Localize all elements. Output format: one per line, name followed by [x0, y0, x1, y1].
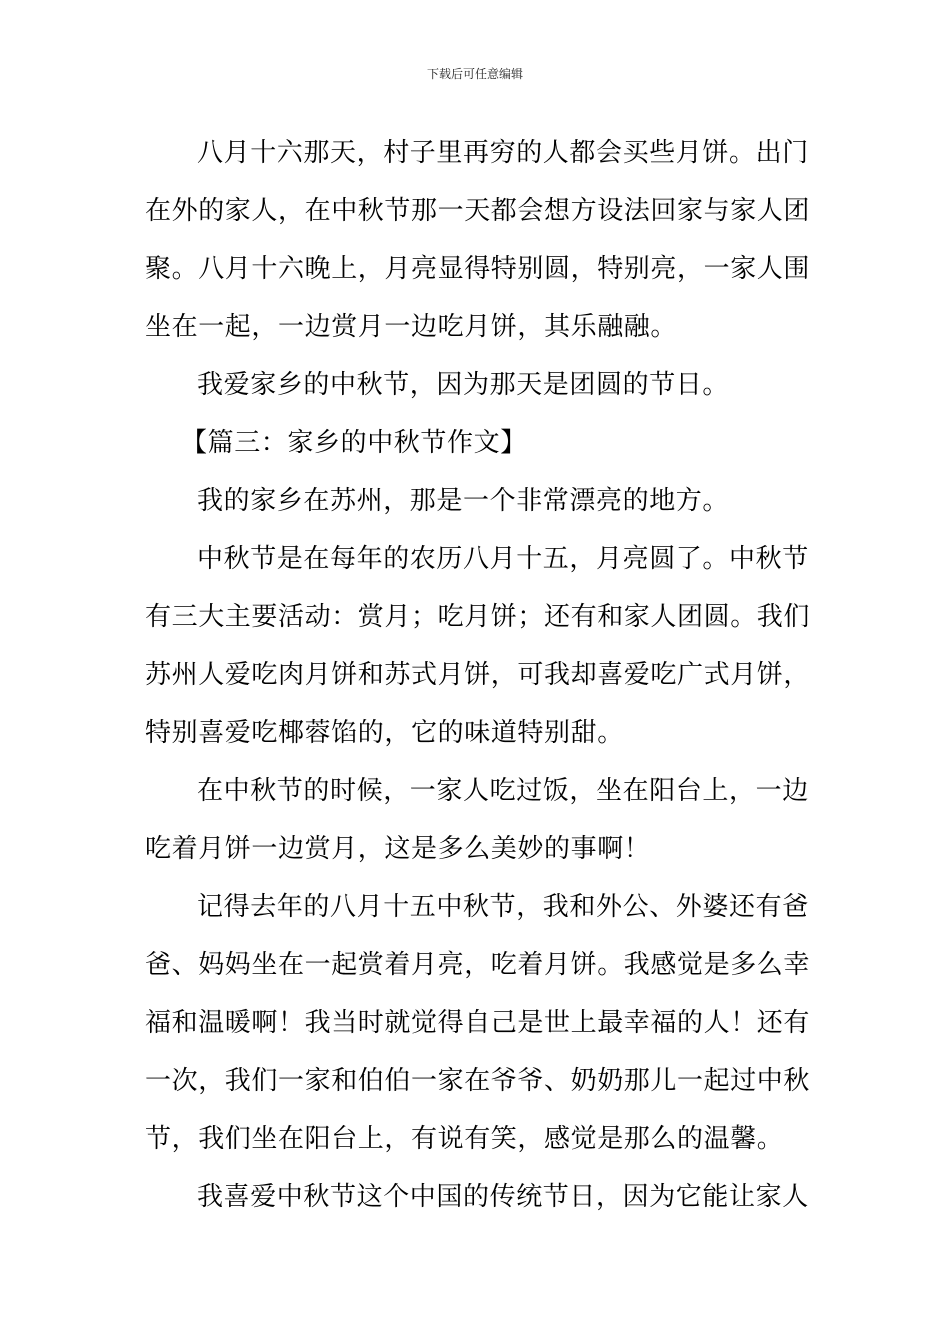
- text-line: 聚。八月十六晚上，月亮显得特别圆，特别亮，一家人围: [145, 254, 811, 284]
- text-line: 有三大主要活动：赏月；吃月饼；还有和家人团圆。我们: [145, 602, 811, 632]
- text-line: 节，我们坐在阳台上，有说有笑，感觉是那么的温馨。: [145, 1124, 784, 1154]
- text-line: 一次，我们一家和伯伯一家在爷爷、奶奶那儿一起过中秋: [145, 1066, 811, 1096]
- text-line: 八月十六那天，村子里再穷的人都会买些月饼。出门: [197, 138, 809, 168]
- text-line: 在外的家人，在中秋节那一天都会想方设法回家与家人团: [145, 196, 811, 226]
- text-line: 我爱家乡的中秋节，因为那天是团圆的节日。: [197, 370, 730, 400]
- text-line: 爸、妈妈坐在一起赏着月亮，吃着月饼。我感觉是多么幸: [145, 950, 811, 980]
- section-title: 【篇三：家乡的中秋节作文】: [181, 428, 527, 458]
- text-line: 特别喜爱吃椰蓉馅的，它的味道特别甜。: [145, 718, 624, 748]
- text-line: 吃着月饼一边赏月，这是多么美妙的事啊！: [145, 834, 651, 864]
- text-line: 中秋节是在每年的农历八月十五，月亮圆了。中秋节: [197, 544, 809, 574]
- document-body: [145, 128, 811, 1230]
- text-line: 坐在一起，一边赏月一边吃月饼，其乐融融。: [145, 312, 678, 342]
- text-line: 福和温暖啊！我当时就觉得自己是世上最幸福的人！还有: [145, 1008, 811, 1038]
- text-line: 在中秋节的时候，一家人吃过饭，坐在阳台上，一边: [197, 776, 809, 806]
- text-line: 苏州人爱吃肉月饼和苏式月饼，可我却喜爱吃广式月饼，: [145, 660, 811, 690]
- page-header-note: 下载后可任意编辑: [426, 67, 523, 81]
- text-line: 我喜爱中秋节这个中国的传统节日，因为它能让家人: [197, 1182, 809, 1212]
- text-line: 记得去年的八月十五中秋节，我和外公、外婆还有爸: [197, 892, 809, 922]
- text-line: 我的家乡在苏州，那是一个非常漂亮的地方。: [197, 486, 730, 516]
